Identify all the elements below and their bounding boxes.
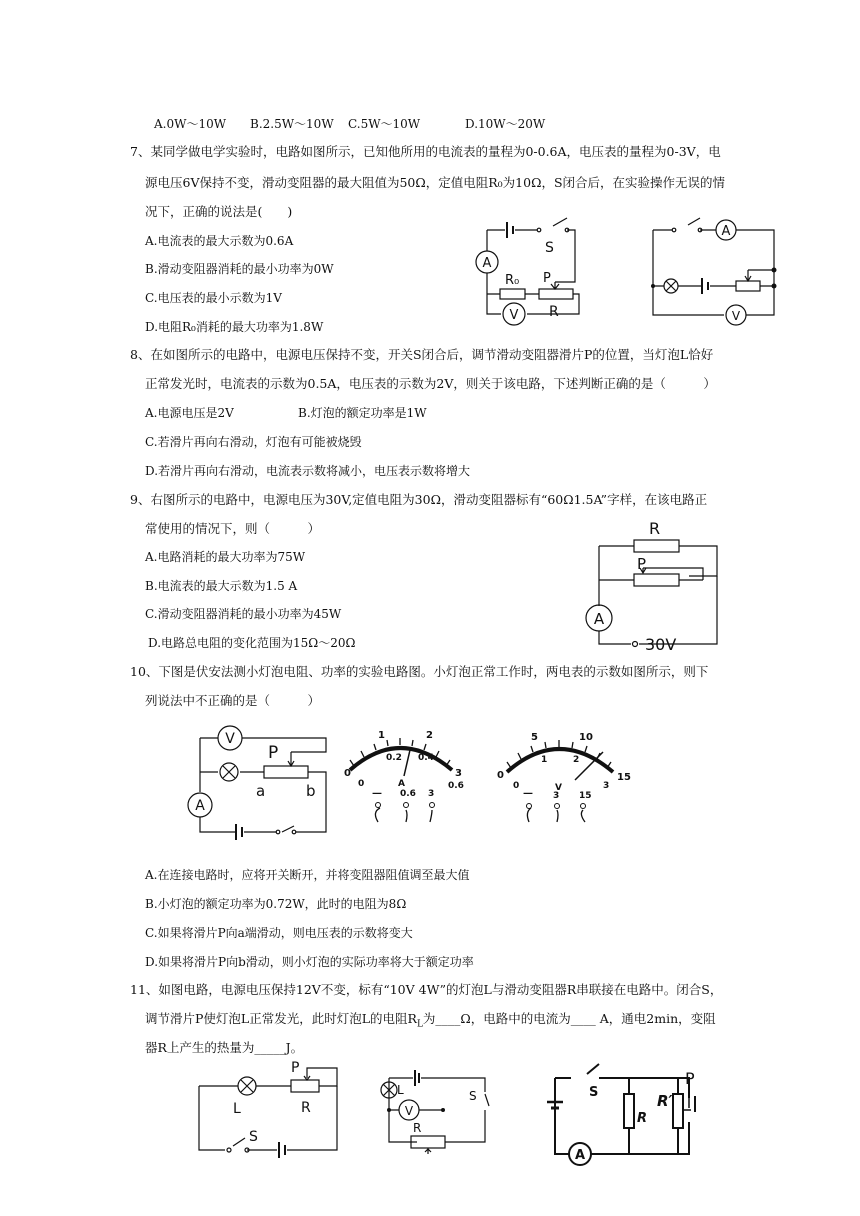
q10-voltmeter-outer-10: 10 — [579, 732, 593, 743]
q6-option-a: A.0W～10W — [154, 117, 227, 131]
q8-stem-line2: 正常发光时，电流表的示数为0.5A，电压表的示数为2V，则关于该电路，下述判断正确的是（ ） — [145, 376, 716, 391]
q7-r0-label: R₀ — [505, 273, 520, 288]
q10-b-label: b — [306, 782, 316, 800]
q9-source-label: 30V — [645, 635, 677, 654]
q7-option-c: C.电压表的最小示数为1V — [145, 291, 282, 305]
q7-switch-label: S — [545, 240, 554, 256]
q10-ammeter-outer-0: 0 — [344, 768, 351, 779]
q7-stem-line3: 况下，正确的说法是( ) — [145, 204, 293, 219]
q11-fig1-p-label: P — [291, 1060, 300, 1076]
q8-option-c: C.若滑片再向右滑动，灯泡有可能被烧毁 — [145, 435, 362, 449]
q6-option-d: D.10W～20W — [465, 117, 546, 131]
q8-option-d: D.若滑片再向右滑动，电流表示数将减小，电压表示数将增大 — [145, 464, 471, 478]
q7-r-label: R — [549, 304, 559, 320]
q11-stem-line3: 器R上产生的热量为_____J。 — [145, 1040, 304, 1055]
q6-option-b: B.2.5W～10W — [250, 117, 334, 131]
q9-option-a: A.电路消耗的最大功率为75W — [145, 550, 306, 564]
q10-ammeter-inner-2: 0.4 — [418, 753, 434, 763]
q11-fig2-r-label: R — [413, 1121, 422, 1135]
q8-voltmeter-label: V — [731, 309, 741, 323]
q11-fig1-l-label: L — [233, 1101, 241, 1117]
q10-ammeter-outer-1: 1 — [378, 730, 385, 741]
q10-option-a: A.在连接电路时，应将开关断开，并将变阻器阻值调至最大值 — [145, 868, 470, 882]
q11-fig1-s-label: S — [249, 1129, 258, 1145]
q11-stem-line1: 11、如图电路，电源电压保持12V不变，标有“10V 4W”的灯泡L与滑动变阻器R串联接在电路中。闭合S， — [130, 982, 723, 997]
q10-voltmeter-unit: V — [555, 783, 562, 793]
q10-voltmeter-inner-2: 2 — [573, 755, 580, 765]
q7-option-d: D.电阻R₀消耗的最大功率为1.8W — [145, 320, 324, 334]
q11-stem-line2 — [145, 1011, 716, 1033]
q8-option-b: B.灯泡的额定功率是1W — [298, 406, 427, 420]
q10-ammeter-inner-3: 0.6 — [448, 781, 464, 791]
q11-circuit-diagram-1 — [195, 1058, 345, 1163]
q8-ammeter-label: A — [721, 224, 731, 239]
q7-voltmeter-label: V — [509, 308, 519, 323]
q8-stem-line1: 8、在如图所示的电路中，电源电压保持不变，开关S闭合后，调节滑动变阻器滑片P的位置，当灯泡L恰好 — [130, 347, 714, 362]
q10-voltmeter-dial — [495, 730, 635, 840]
q7-stem-line1: 7、某同学做电学实验时，电路如图所示，已知他所用的电流表的量程为0-0.6A，电压表的量程为0-3V，电 — [130, 144, 721, 159]
q10-ammeter-label: A — [195, 798, 205, 814]
q11-circuit-diagram-2 — [373, 1066, 498, 1166]
q9-p-label: P — [637, 555, 647, 573]
q10-a-label: a — [256, 782, 266, 800]
q10-ammeter-terminal-neg: — — [372, 788, 382, 799]
q10-voltmeter-terminal-3: 3 — [553, 791, 560, 801]
q10-voltmeter-label: V — [225, 731, 235, 747]
q11-fig2-v-label: V — [404, 1104, 414, 1118]
q7-stem-line2: 源电压6V保持不变，滑动变阻器的最大阻值为50Ω，定值电阻R₀为10Ω，S闭合后，在实验操作无误的情 — [145, 175, 726, 190]
q9-option-b: B.电流表的最大示数为1.5 A — [145, 579, 298, 593]
q7-p-label: P — [543, 271, 551, 286]
q10-option-b: B.小灯泡的额定功率为0.72W，此时的电阻为8Ω — [145, 897, 407, 911]
q9-option-d: D.电路总电阻的变化范围为15Ω～20Ω — [148, 636, 356, 650]
q10-option-c: C.如果将滑片P向a端滑动，则电压表的示数将变大 — [145, 926, 413, 940]
q6-option-c: C.5W～10W — [348, 117, 421, 131]
q10-voltmeter-outer-15: 15 — [617, 772, 631, 783]
q10-ammeter-terminal-3: 3 — [428, 789, 435, 799]
q7-circuit-diagram — [465, 218, 595, 333]
q10-voltmeter-outer-0: 0 — [497, 770, 504, 781]
q10-voltmeter-terminal-15: 15 — [579, 791, 592, 801]
q10-ammeter-outer-2: 2 — [426, 730, 433, 741]
q11-fig2-l-label: L — [397, 1083, 404, 1097]
q10-ammeter-inner-1: 0.2 — [386, 753, 402, 763]
q11-fig3-p-label: P — [685, 1069, 695, 1088]
q10-voltmeter-inner-0: 0 — [513, 781, 520, 791]
q7-ammeter-label: A — [482, 256, 492, 271]
q10-p-label: P — [268, 743, 279, 763]
q10-voltmeter-inner-1: 1 — [541, 755, 548, 765]
q11-fig3-r-label: R — [637, 1111, 648, 1126]
q10-stem-line2: 列说法中不正确的是（ ） — [145, 693, 321, 708]
q9-circuit-diagram — [583, 516, 723, 656]
q9-option-c: C.滑动变阻器消耗的最小功率为45W — [145, 607, 342, 621]
q9-ammeter-label: A — [593, 610, 605, 628]
q10-option-d: D.如果将滑片P向b滑动，则小灯泡的实际功率将大于额定功率 — [145, 955, 474, 969]
q11-fig3-s-label: S — [589, 1085, 599, 1100]
q8-option-a: A.电源电压是2V — [145, 406, 234, 420]
q10-voltmeter-terminal-neg: — — [523, 788, 533, 799]
q11-stem-line2-rest: 为____Ω，电路中的电流为____ A，通电2min，变阻 — [422, 1011, 716, 1026]
q8-circuit-diagram — [650, 220, 780, 330]
q11-fig1-r-label: R — [301, 1100, 311, 1116]
q10-ammeter-outer-3: 3 — [455, 768, 462, 779]
q11-fig3-a-label: A — [574, 1148, 586, 1163]
q11-stem-line2-sub: L — [416, 1019, 423, 1030]
q10-ammeter-dial — [340, 730, 465, 840]
q9-r-label: R — [649, 519, 661, 538]
q7-option-a: A.电流表的最大示数为0.6A — [145, 234, 294, 248]
q10-voltmeter-inner-3: 3 — [603, 781, 610, 791]
q9-stem-line1: 9、右图所示的电路中，电源电压为30V,定值电阻为30Ω，滑动变阻器标有“60Ω1.5A”字样，在该电路正 — [130, 492, 708, 507]
q10-voltmeter-outer-5: 5 — [531, 732, 538, 743]
q11-circuit-diagram-3 — [545, 1058, 715, 1168]
q11-stem-line2-text: 调节滑片P使灯泡L正常发光，此时灯泡L的电阻R — [145, 1011, 417, 1026]
q10-ammeter-terminal-06: 0.6 — [400, 789, 416, 799]
q11-fig3-r2-label: R′ — [657, 1092, 673, 1110]
q10-circuit-diagram — [186, 722, 336, 842]
q10-ammeter-inner-0: 0 — [358, 779, 365, 789]
q11-fig2-s-label: S — [469, 1089, 477, 1103]
q7-option-b: B.滑动变阻器消耗的最小功率为0W — [145, 262, 334, 276]
q10-stem-line1: 10、下图是伏安法测小灯泡电阻、功率的实验电路图。小灯泡正常工作时，两电表的示数如图所示，则下 — [130, 664, 709, 679]
q9-stem-line2: 常使用的情况下，则（ ） — [145, 521, 321, 536]
q10-ammeter-unit: A — [398, 779, 405, 789]
